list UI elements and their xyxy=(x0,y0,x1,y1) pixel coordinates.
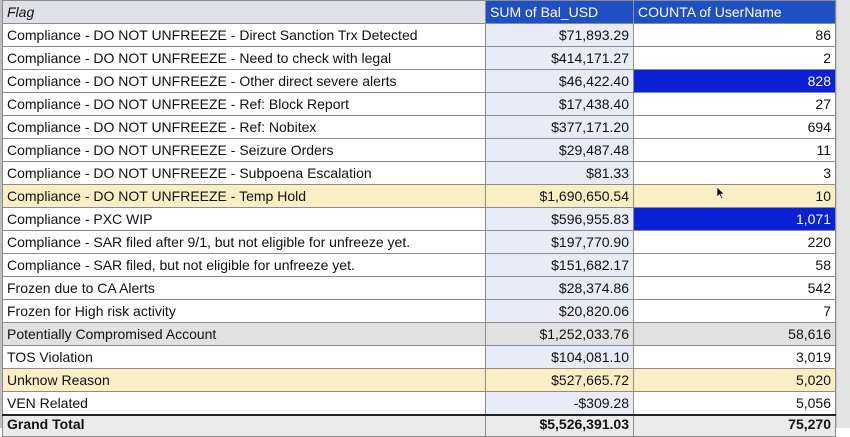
count-cell[interactable]: 542 xyxy=(634,277,836,300)
count-cell[interactable]: 10 xyxy=(634,185,836,208)
table-row xyxy=(3,346,836,369)
sum-cell[interactable]: $596,955.83 xyxy=(486,208,634,231)
table-row xyxy=(3,392,836,416)
flag-cell[interactable]: Frozen for High risk activity xyxy=(3,300,486,323)
count-cell[interactable]: 2 xyxy=(634,47,836,70)
sum-cell[interactable]: $151,682.17 xyxy=(486,254,634,277)
pivot-table xyxy=(2,0,836,437)
flag-cell[interactable]: VEN Related xyxy=(3,392,486,416)
right-gutter xyxy=(836,0,850,428)
table-row xyxy=(3,139,836,162)
sum-cell[interactable]: $377,171.20 xyxy=(486,116,634,139)
flag-cell[interactable]: Compliance - DO NOT UNFREEZE - Subpoena Escalation xyxy=(3,162,486,185)
table-row-highlighted xyxy=(3,369,836,392)
header-flag[interactable]: Flag xyxy=(3,1,486,24)
mouse-pointer-icon xyxy=(716,187,726,199)
count-cell-selected[interactable]: 1,071 xyxy=(634,208,836,231)
table-row xyxy=(3,47,836,70)
sum-cell[interactable]: -$309.28 xyxy=(486,392,634,416)
header-counta-username[interactable]: COUNTA of UserName xyxy=(634,1,836,24)
table-row xyxy=(3,116,836,139)
header-sum-bal-usd[interactable]: SUM of Bal_USD xyxy=(486,1,634,24)
count-cell[interactable]: 220 xyxy=(634,231,836,254)
table-row-highlighted xyxy=(3,323,836,346)
sum-cell[interactable]: $197,770.90 xyxy=(486,231,634,254)
sum-cell[interactable]: $46,422.40 xyxy=(486,70,634,93)
flag-cell[interactable]: Compliance - DO NOT UNFREEZE - Need to check with legal xyxy=(3,47,486,70)
table-row xyxy=(3,208,836,231)
count-cell[interactable]: 86 xyxy=(634,24,836,47)
flag-cell[interactable]: TOS Violation xyxy=(3,346,486,369)
flag-cell[interactable]: Compliance - DO NOT UNFREEZE - Ref: Block Report xyxy=(3,93,486,116)
flag-cell[interactable]: Compliance - DO NOT UNFREEZE - Direct Sanction Trx Detected xyxy=(3,24,486,47)
count-cell[interactable]: 7 xyxy=(634,300,836,323)
flag-cell[interactable]: Compliance - SAR filed after 9/1, but not eligible for unfreeze yet. xyxy=(3,231,486,254)
column-divider xyxy=(836,0,837,428)
count-cell[interactable]: 11 xyxy=(634,139,836,162)
grand-total-row xyxy=(3,415,836,437)
sum-cell[interactable]: $29,487.48 xyxy=(486,139,634,162)
count-cell[interactable]: 5,056 xyxy=(634,392,836,416)
table-row xyxy=(3,93,836,116)
sum-cell[interactable]: $81.33 xyxy=(486,162,634,185)
count-cell[interactable]: 58 xyxy=(634,254,836,277)
sum-cell[interactable]: $28,374.86 xyxy=(486,277,634,300)
table-row xyxy=(3,300,836,323)
grand-total-sum[interactable]: $5,526,391.03 xyxy=(486,415,634,437)
count-cell[interactable]: 3,019 xyxy=(634,346,836,369)
table-row xyxy=(3,254,836,277)
sum-cell[interactable]: $414,171.27 xyxy=(486,47,634,70)
table-row xyxy=(3,24,836,47)
count-cell[interactable]: 27 xyxy=(634,93,836,116)
flag-cell[interactable]: Compliance - SAR filed, but not eligible for unfreeze yet. xyxy=(3,254,486,277)
count-cell[interactable]: 3 xyxy=(634,162,836,185)
table-row-highlighted xyxy=(3,185,836,208)
header-row xyxy=(3,1,836,24)
table-row xyxy=(3,231,836,254)
sum-cell[interactable]: $1,252,033.76 xyxy=(486,323,634,346)
flag-cell[interactable]: Unknow Reason xyxy=(3,369,486,392)
table-row xyxy=(3,162,836,185)
flag-cell[interactable]: Potentially Compromised Account xyxy=(3,323,486,346)
count-cell[interactable]: 5,020 xyxy=(634,369,836,392)
sum-cell[interactable]: $527,665.72 xyxy=(486,369,634,392)
table-row xyxy=(3,70,836,93)
sum-cell[interactable]: $1,690,650.54 xyxy=(486,185,634,208)
sum-cell[interactable]: $71,893.29 xyxy=(486,24,634,47)
flag-cell[interactable]: Compliance - DO NOT UNFREEZE - Seizure Orders xyxy=(3,139,486,162)
flag-cell[interactable]: Compliance - DO NOT UNFREEZE - Temp Hold xyxy=(3,185,486,208)
table-row xyxy=(3,277,836,300)
count-cell[interactable]: 58,616 xyxy=(634,323,836,346)
grand-total-count[interactable]: 75,270 xyxy=(634,415,836,437)
flag-cell[interactable]: Compliance - DO NOT UNFREEZE - Ref: Nobitex xyxy=(3,116,486,139)
sum-cell[interactable]: $20,820.06 xyxy=(486,300,634,323)
sum-cell[interactable]: $17,438.40 xyxy=(486,93,634,116)
count-cell[interactable]: 694 xyxy=(634,116,836,139)
count-cell-selected[interactable]: 828 xyxy=(634,70,836,93)
sum-cell[interactable]: $104,081.10 xyxy=(486,346,634,369)
grand-total-label[interactable]: Grand Total xyxy=(3,415,486,437)
flag-cell[interactable]: Frozen due to CA Alerts xyxy=(3,277,486,300)
flag-cell[interactable]: Compliance - DO NOT UNFREEZE - Other direct severe alerts xyxy=(3,70,486,93)
flag-cell[interactable]: Compliance - PXC WIP xyxy=(3,208,486,231)
